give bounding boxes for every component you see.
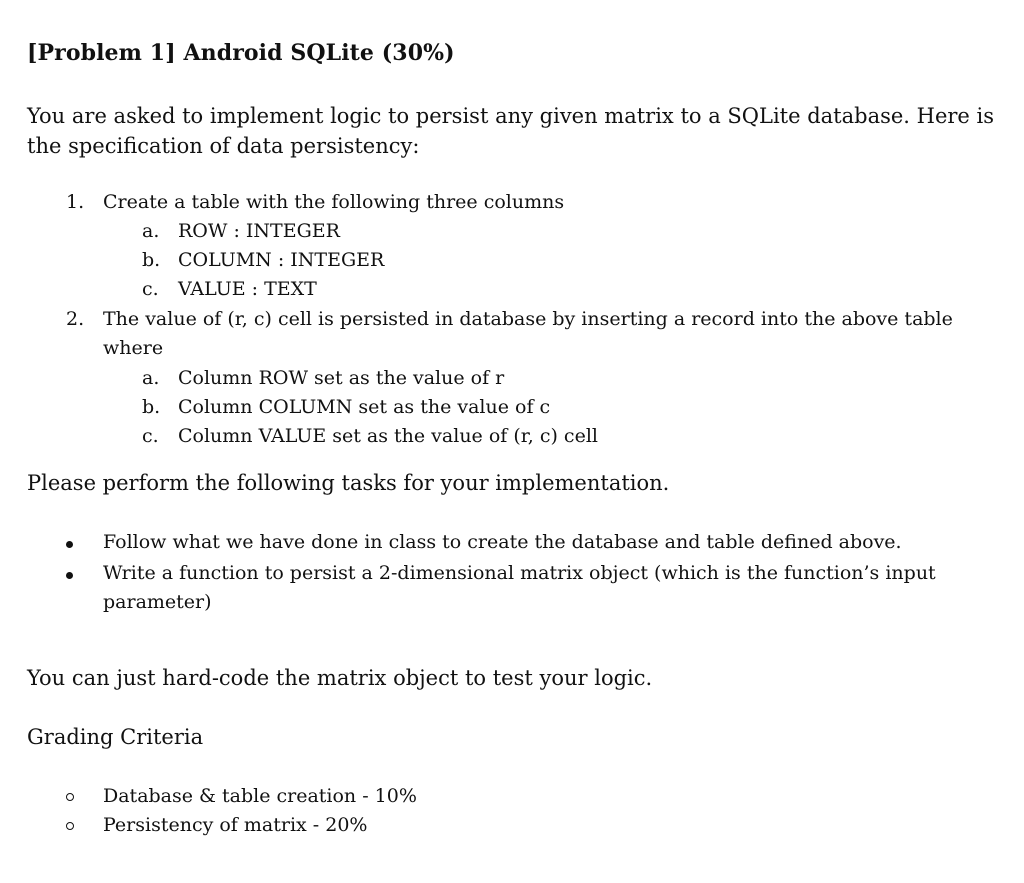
- spec-marker: 1.: [66, 191, 85, 213]
- sub-text: VALUE : TEXT: [178, 278, 317, 300]
- tasks-intro: Please perform the following tasks for your implementation.: [27, 471, 670, 495]
- spec-marker: 2.: [66, 308, 85, 330]
- sub-text: ROW : INTEGER: [178, 220, 340, 242]
- task-item: Follow what we have done in class to create the database and table defined above.: [103, 531, 902, 553]
- sub-text: COLUMN : INTEGER: [178, 249, 385, 271]
- bullet-circle-icon: [66, 793, 74, 801]
- intro-paragraph: You are asked to implement logic to persist any given matrix to a SQLite database. Here is the specification of data persistency:: [27, 104, 995, 158]
- sub-text: Column ROW set as the value of r: [178, 367, 505, 389]
- bullet-dot-icon: [66, 572, 73, 579]
- grading-item: Database & table creation - 10%: [103, 785, 417, 807]
- task-item: Write a function to persist a 2-dimensional matrix object (which is the function’s input parameter): [103, 562, 936, 613]
- bullet-circle-icon: [66, 822, 74, 830]
- sub-text: Column COLUMN set as the value of c: [178, 396, 551, 418]
- sub-marker: b.: [142, 249, 161, 271]
- sub-marker: b.: [142, 396, 161, 418]
- sub-marker: a.: [142, 220, 160, 242]
- sub-marker: c.: [142, 278, 159, 300]
- grading-item: Persistency of matrix - 20%: [103, 814, 368, 836]
- problem-title: [Problem 1] Android SQLite (30%): [27, 40, 455, 66]
- grading-heading: Grading Criteria: [27, 725, 204, 749]
- spec-text: Create a table with the following three columns: [103, 191, 565, 213]
- sub-marker: c.: [142, 425, 159, 447]
- sub-text: Column VALUE set as the value of (r, c) cell: [178, 425, 598, 447]
- spec-text: The value of (r, c) cell is persisted in database by inserting a record into the above table where: [103, 308, 953, 359]
- sub-marker: a.: [142, 367, 160, 389]
- bullet-dot-icon: [66, 541, 73, 548]
- hardcode-note: You can just hard-code the matrix object to test your logic.: [27, 666, 653, 690]
